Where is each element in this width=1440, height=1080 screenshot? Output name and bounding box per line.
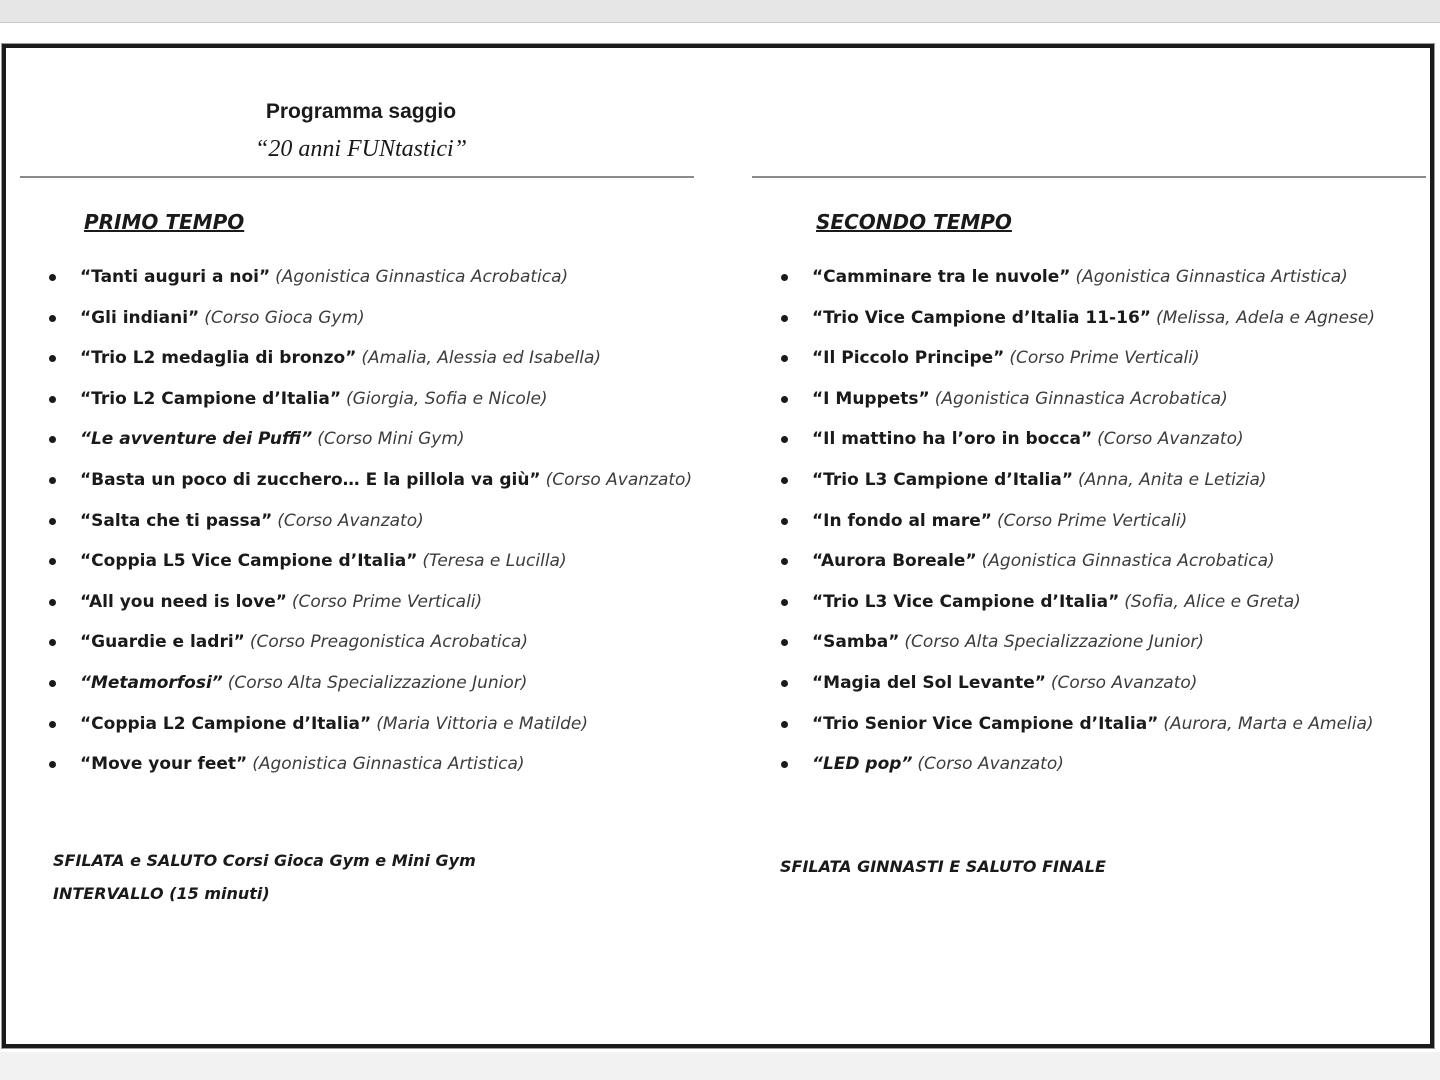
bullet-icon (49, 599, 56, 606)
item-detail: (Corso Avanzato) (545, 469, 693, 490)
item-detail: (Giorgia, Sofia e Nicole) (346, 388, 548, 409)
first-half-list (46, 266, 706, 794)
bullet-icon (781, 518, 788, 525)
bullet-icon (49, 355, 56, 362)
list-item (778, 713, 1418, 754)
program-header (156, 98, 566, 166)
list-item (778, 307, 1418, 348)
bullet-icon (781, 599, 788, 606)
bullet-icon (781, 558, 788, 565)
list-item (46, 428, 706, 469)
list-item (46, 672, 706, 713)
list-item (778, 672, 1418, 713)
list-item (46, 713, 706, 754)
bullet-icon (49, 761, 56, 768)
item-detail: (Melissa, Adela e Agnese) (1155, 307, 1375, 328)
item-title: “Coppia L2 Campione d’Italia” (80, 713, 372, 734)
list-item (46, 307, 706, 348)
item-title: “Il Piccolo Principe” (812, 348, 1005, 369)
list-item (778, 510, 1418, 551)
item-title: “Coppia L5 Vice Campione d’Italia” (80, 551, 418, 572)
item-detail: (Anna, Anita e Letizia) (1078, 469, 1267, 490)
bullet-icon (49, 274, 56, 281)
item-title: “Guardie e ladri” (80, 632, 245, 653)
divider-right (752, 176, 1426, 178)
bullet-icon (49, 315, 56, 322)
list-item (46, 510, 706, 551)
item-title: “Le avventure dei Puffi” (80, 429, 313, 450)
page-title: Programma saggio (265, 100, 457, 123)
list-item (46, 347, 706, 388)
closing-line: INTERVALLO (15 minuti) (53, 884, 270, 903)
item-detail: (Corso Prime Verticali) (291, 591, 483, 612)
bullet-icon (781, 639, 788, 646)
item-title: “LED pop” (812, 754, 913, 775)
item-title: “Magia del Sol Levante” (812, 672, 1046, 693)
bottom-window-strip (0, 1052, 1440, 1080)
item-title: “Gli indiani” (80, 307, 200, 328)
item-title: “Trio Vice Campione d’Italia 11-16” (812, 307, 1151, 328)
list-item (46, 469, 706, 510)
item-title: “Samba” (812, 632, 900, 653)
divider-left (20, 176, 694, 178)
second-half-closing (780, 850, 1106, 883)
item-detail: (Amalia, Alessia ed Isabella) (361, 348, 602, 369)
list-item (778, 753, 1418, 794)
item-title: “Trio Senior Vice Campione d’Italia” (812, 713, 1159, 734)
item-detail: (Corso Avanzato) (1097, 429, 1244, 450)
list-item (778, 550, 1418, 591)
closing-line: SFILATA e SALUTO Corsi Gioca Gym e Mini Gym (53, 851, 476, 870)
list-item (46, 388, 706, 429)
list-item (778, 347, 1418, 388)
item-detail: (Corso Avanzato) (917, 754, 1064, 775)
list-item (778, 591, 1418, 632)
item-detail: (Agonistica Ginnastica Acrobatica) (981, 551, 1275, 572)
item-detail: (Agonistica Ginnastica Acrobatica) (275, 267, 569, 287)
bullet-icon (781, 396, 788, 403)
item-detail: (Corso Alta Specializzazione Junior) (904, 632, 1205, 653)
bullet-icon (49, 477, 56, 484)
list-item (46, 550, 706, 591)
bullet-icon (49, 518, 56, 525)
list-item (778, 266, 1418, 307)
item-title: “Trio L3 Vice Campione d’Italia” (812, 591, 1120, 612)
item-detail: (Corso Avanzato) (1050, 672, 1198, 693)
bullet-icon (49, 721, 56, 728)
list-item (778, 631, 1418, 672)
list-item (46, 753, 706, 794)
bullet-icon (49, 436, 56, 443)
bullet-icon (781, 355, 788, 362)
item-title: “I Muppets” (812, 388, 930, 409)
document-page (2, 44, 1434, 1048)
bullet-icon (781, 761, 788, 768)
item-detail: (Aurora, Marta e Amelia) (1163, 713, 1374, 734)
item-title: “In fondo al mare” (812, 510, 992, 531)
item-detail: (Corso Alta Specializzazione Junior) (227, 672, 528, 693)
second-half-column (778, 208, 1418, 794)
list-item (46, 631, 706, 672)
item-detail: (Teresa e Lucilla) (422, 551, 567, 572)
bullet-icon (781, 315, 788, 322)
page-subtitle: “20 anni FUNtastici” (254, 136, 468, 162)
list-item (46, 591, 706, 632)
item-detail: (Corso Mini Gym) (317, 429, 465, 450)
item-detail: (Corso Prime Verticali) (996, 510, 1188, 531)
item-detail: (Sofia, Alice e Greta) (1124, 591, 1301, 612)
item-title: “Trio L2 medaglia di bronzo” (80, 348, 357, 369)
bullet-icon (49, 680, 56, 687)
item-title: “Salta che ti passa” (80, 510, 273, 531)
item-title: “Tanti auguri a noi” (80, 267, 271, 287)
bullet-icon (781, 680, 788, 687)
bullet-icon (781, 477, 788, 484)
section-heading-primo-tempo: PRIMO TEMPO (84, 210, 245, 234)
second-half-list (778, 266, 1418, 794)
list-item (778, 469, 1418, 510)
item-detail: (Agonistica Ginnastica Artistica) (252, 754, 525, 775)
item-title: “Camminare tra le nuvole” (812, 267, 1071, 287)
section-heading-secondo-tempo: SECONDO TEMPO (816, 210, 1012, 234)
item-title: “Il mattino ha l’oro in bocca” (812, 429, 1093, 450)
item-detail: (Maria Vittoria e Matilde) (376, 713, 589, 734)
bullet-icon (781, 721, 788, 728)
top-toolbar-strip (0, 0, 1440, 23)
item-title: “Aurora Boreale” (812, 551, 977, 572)
item-title: “Move your feet” (80, 754, 248, 775)
item-title: “Metamorfosi” (80, 672, 223, 693)
list-item (778, 388, 1418, 429)
list-item (46, 266, 706, 307)
bullet-icon (49, 558, 56, 565)
list-item (778, 428, 1418, 469)
item-detail: (Agonistica Ginnastica Acrobatica) (934, 388, 1228, 409)
first-half-column (46, 208, 706, 794)
bullet-icon (49, 396, 56, 403)
item-detail: (Agonistica Ginnastica Artistica) (1075, 267, 1348, 287)
item-title: “Basta un poco di zucchero… E la pillola va giù” (80, 469, 541, 490)
item-title: “All you need is love” (80, 591, 287, 612)
bullet-icon (781, 436, 788, 443)
item-title: “Trio L2 Campione d’Italia” (80, 388, 342, 409)
bullet-icon (49, 639, 56, 646)
item-detail: (Corso Preagonistica Acrobatica) (249, 632, 528, 653)
closing-line: SFILATA GINNASTI E SALUTO FINALE (780, 857, 1106, 876)
item-title: “Trio L3 Campione d’Italia” (812, 469, 1074, 490)
window-gap (0, 23, 1440, 43)
item-detail: (Corso Gioca Gym) (204, 307, 365, 328)
item-detail: (Corso Avanzato) (277, 510, 424, 531)
bullet-icon (781, 274, 788, 281)
first-half-closing (53, 844, 476, 910)
item-detail: (Corso Prime Verticali) (1009, 348, 1200, 369)
